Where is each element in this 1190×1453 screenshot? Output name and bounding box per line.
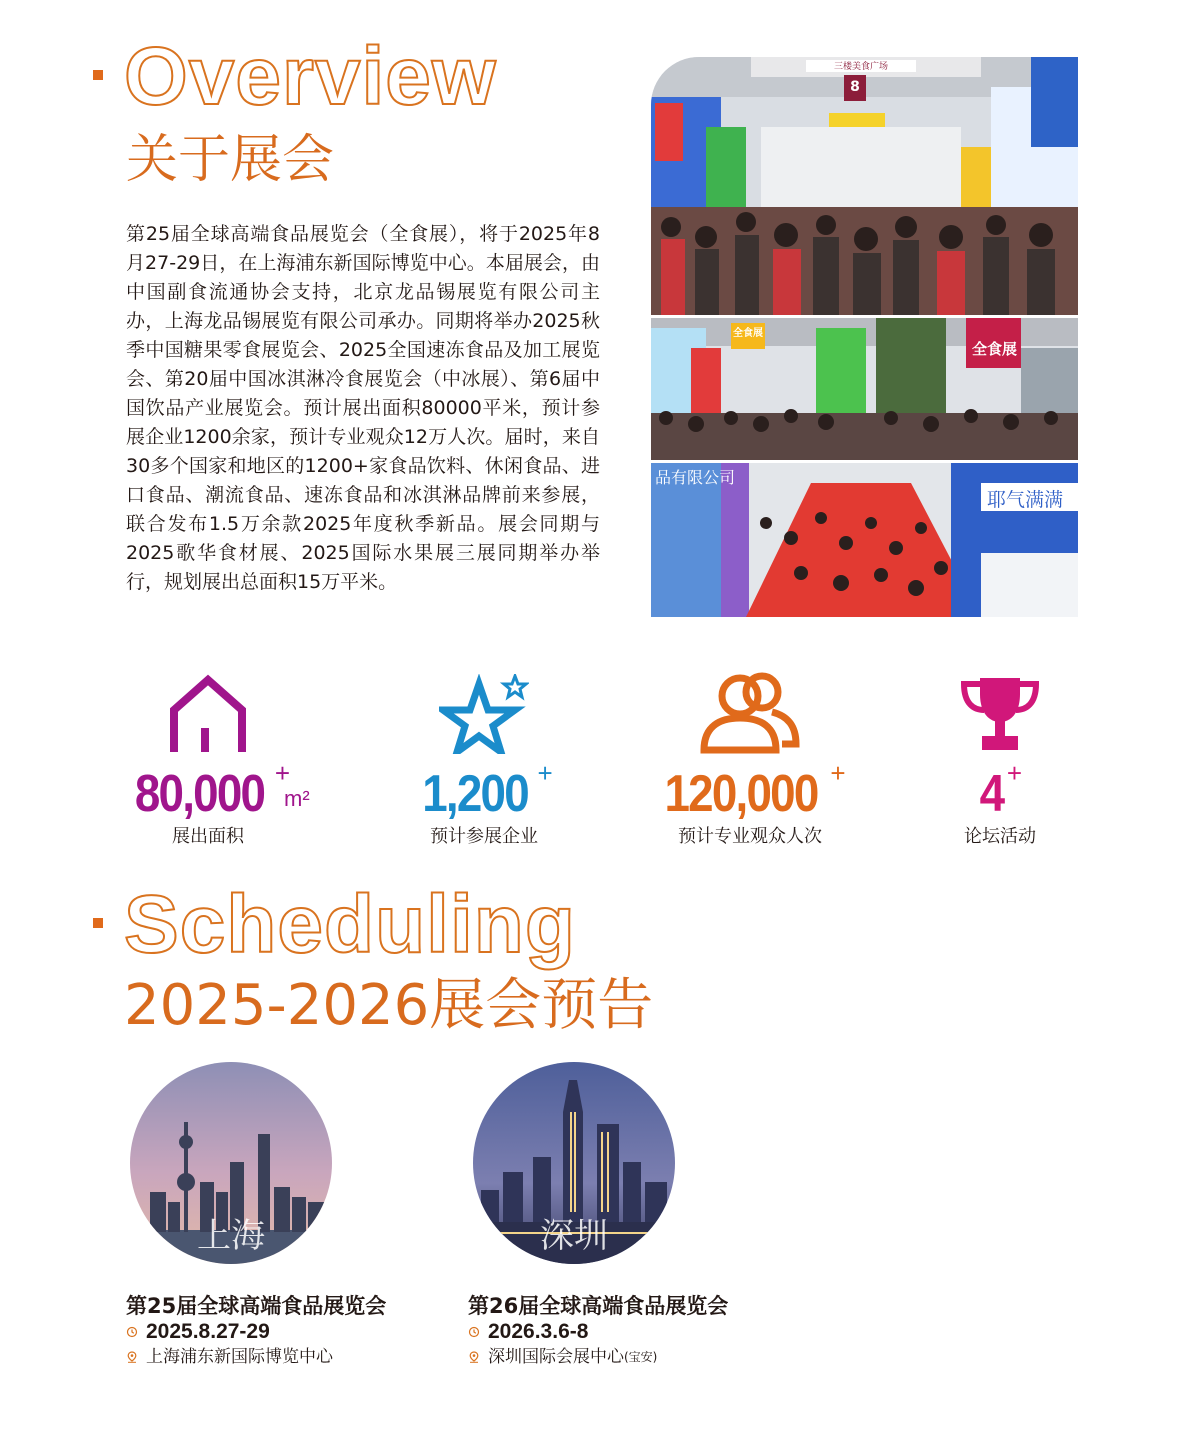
- stat-forums-label: 论坛活动: [964, 826, 1036, 847]
- booth-sign-1: 全食展: [733, 328, 763, 339]
- stat-visitors-value: 120,000: [664, 765, 818, 823]
- event-shenzhen-venue: 深圳国际会展中心: [488, 1347, 624, 1367]
- overview-body: 第25届全球高端食品展览会（全食展），将于2025年8月27-29日，在上海浦东新国际博览中心。本届展会，由中国副食流通协会支持，北京龙品锡展览有限公司主办，上海龙品锡展览有限公司承办。同期将举办2025秋季中国糖果零食展览会、2025全国速冻食品及加工展览会、第20届中国冰淇淋冷食展览会（中冰展）、第6届中国饮品产业展览会。预计展出面积80000平米，预计参展企业1200余家，预计专业观众12万人次。届时，来自30多个国家和地区的1200+家食品饮料、休闲食品、进口食品、潮流食品、速冻食品和冰淇淋品牌前来参展，联合发布1.5万余款2025年度秋季新品。展会同期与2025歌华食材展、2025国际水果展三展同期举办举行，规划展出总面积15万平米。: [126, 223, 600, 593]
- stat-area-plus: +: [274, 758, 291, 788]
- stat-area: [88, 672, 328, 848]
- house-icon: [168, 674, 248, 754]
- stat-forums-value: 4: [979, 765, 1004, 823]
- scheduling-heading-cn: 2025-2026展会预告: [124, 973, 654, 1038]
- stat-visitors-label: 预计专业观众人次: [678, 826, 822, 847]
- hall-number-sign: 8: [850, 79, 860, 95]
- section-bullet-scheduling: [93, 918, 103, 928]
- expo-hall-photo-2: [651, 318, 1078, 460]
- event-shenzhen-date: 2026.3.6-8: [488, 1320, 589, 1343]
- event-shanghai-venue: 上海浦东新国际博览中心: [146, 1347, 333, 1367]
- stat-forums-plus: +: [1006, 758, 1023, 788]
- star-icon: [439, 674, 529, 754]
- stat-exhibitors-value: 1,200: [422, 765, 529, 823]
- event-shenzhen-venue-note: (宝安): [624, 1350, 658, 1364]
- overview-heading-en: Overview: [124, 31, 497, 122]
- stat-visitors: [630, 672, 870, 848]
- hall-top-sign: 三楼美食广场: [833, 62, 888, 72]
- booth-sign-2: 全食展: [972, 340, 1018, 358]
- event-shanghai-date: 2025.8.27-29: [146, 1320, 270, 1343]
- stat-area-label: 展出面积: [172, 826, 244, 847]
- section-bullet-overview: [93, 70, 103, 80]
- booth-sign-4: 品有限公司: [655, 468, 736, 487]
- location-pin-icon: [468, 1351, 480, 1363]
- stat-exhibitors-label: 预计参展企业: [430, 826, 538, 847]
- trophy-icon: [958, 672, 1042, 754]
- event-shanghai-title: 第25届全球高端食品展览会: [126, 1294, 387, 1318]
- stat-area-value: 80,000: [134, 765, 265, 823]
- shanghai-skyline-image: [130, 1062, 332, 1264]
- location-pin-icon: [126, 1351, 138, 1363]
- stat-exhibitors-plus: +: [537, 758, 553, 788]
- stat-exhibitors: [364, 672, 604, 848]
- people-icon: [698, 672, 802, 754]
- city-name-shanghai: 上海: [197, 1216, 265, 1256]
- city-name-shenzhen: 深圳: [540, 1216, 608, 1256]
- clock-icon: [126, 1326, 138, 1338]
- expo-hall-photo-1: [651, 57, 1078, 315]
- overview-heading-cn: 关于展会: [126, 130, 335, 190]
- booth-sign-3: 耶气满满: [987, 489, 1064, 511]
- shenzhen-skyline-image: [473, 1062, 675, 1264]
- scheduling-heading-en: Scheduling: [124, 879, 576, 970]
- event-shenzhen: [468, 1293, 728, 1369]
- event-shanghai: [126, 1293, 386, 1369]
- stat-visitors-plus: +: [830, 758, 846, 788]
- event-shenzhen-title: 第26届全球高端食品展览会: [468, 1294, 729, 1318]
- stat-forums: [880, 672, 1120, 848]
- expo-hall-photo-3: [651, 463, 1078, 617]
- expo-photo-collage: [651, 57, 1078, 617]
- clock-icon: [468, 1326, 480, 1338]
- stat-area-unit: m²: [284, 786, 310, 811]
